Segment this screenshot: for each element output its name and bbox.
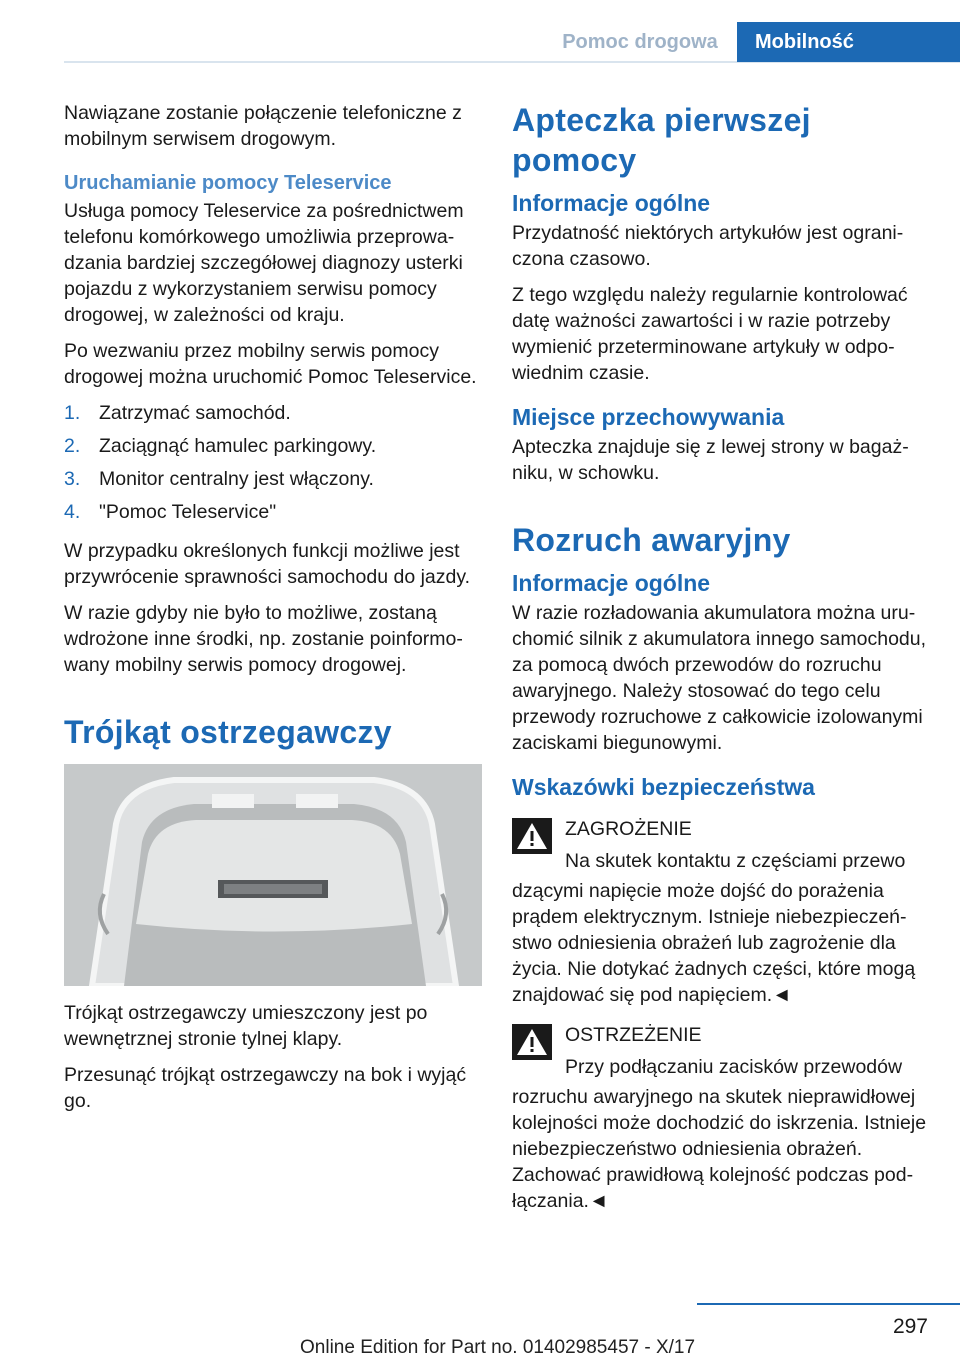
warning-triangle-icon (512, 818, 552, 854)
teleservice-paragraph-1: Usługa pomocy Teleservice za pośrednictwem telefonu komórkowego umożliwia przeprowadzania bardziej szczegółowej diagnozy usterki pojazdu z wykorzystaniem serwisu pomocy drogowej, w zależności od kraju. (64, 200, 464, 326)
jumpstart-paragraph: W razie rozładowania akumulatora można uruchomić silnik z akumulatora innego samochodu, za pomocą dwóch przewodów do rozruchu awaryjnego. Należy stosować do tego celu przewody rozruchowe z całkowicie izolowanymi zaciskami biegunowymi. (512, 602, 927, 754)
firstaid-paragraph-2: Z tego względu należy regularnie kontrolować datę ważności zawartości i w razie potrzeby wymienić przeterminowane artykuły w odpowiednim czasie. (512, 284, 908, 384)
danger-warning (512, 816, 932, 874)
step-item (64, 400, 482, 433)
warning-triangle-icon (512, 1024, 552, 1060)
danger-title: ZAGROŻENIE (565, 818, 692, 840)
storage-heading: Miejsce przechowywania (512, 404, 785, 430)
footer-rule (697, 1303, 960, 1305)
left-column (64, 100, 482, 1124)
step-item (64, 433, 482, 466)
triangle-paragraph-1: Trójkąt ostrzegawczy umieszczony jest po wewnętrznej stronie tylnej klapy. (64, 1002, 428, 1050)
teleservice-heading: Uruchamianie pomocy Teleservice (64, 172, 392, 194)
caution-first-line: Przy podłączaniu zacisków przewodów (565, 1056, 903, 1078)
step-text: Monitor centralny jest włączony. (99, 468, 374, 490)
step-number: 1. (64, 402, 81, 424)
triangle-paragraph-2: Przesunąć trójkąt ostrzegawczy na bok i wyjąć go. (64, 1064, 467, 1112)
intro-paragraph: Nawiązane zostanie połączenie telefoniczne z mobilnym serwisem drogowym. (64, 102, 462, 150)
firstaid-heading: Apteczka pierwszej pomocy (512, 102, 811, 178)
tailgate-illustration (64, 764, 482, 986)
step-text: "Pomoc Teleservice" (99, 501, 277, 523)
after-steps-paragraph-1: W przypadku określonych funkcji możliwe jest przywrócenie sprawności samochodu do jazdy. (64, 540, 471, 588)
tailgate-drawing (64, 764, 482, 986)
danger-first-line: Na skutek kontaktu z częściami przewo (565, 850, 906, 872)
info-heading: Informacje ogólne (512, 190, 711, 216)
safety-heading: Wskazówki bezpieczeństwa (512, 774, 815, 800)
caution-warning (512, 1022, 932, 1080)
right-column (512, 100, 932, 1220)
danger-text: dzącymi napięcie może dojść do porażenia prądem elektrycznym. Istnieje niebezpieczeństwo odniesienia obrażeń lub zagrożenie dla życia. Nie dotykać żadnych części, które mogą znajdować się pod napięciem.◄ (512, 880, 916, 1006)
info-heading: Informacje ogólne (512, 570, 711, 596)
footer-edition: Online Edition for Part no. 01402985457 - X/17 (300, 1337, 696, 1358)
header-tab-mobilnosc[interactable]: Mobilność (737, 22, 960, 62)
firstaid-paragraph-1: Przydatność niektórych artykułów jest ograniczona czasowo. (512, 222, 904, 270)
step-text: Zatrzymać samochód. (99, 402, 291, 424)
triangle-heading: Trójkąt ostrzegawczy (64, 714, 392, 750)
page-number: 297 (892, 1315, 928, 1338)
caution-title: OSTRZEŻENIE (565, 1024, 702, 1046)
teleservice-paragraph-2: Po wezwaniu przez mobilny serwis pomocy drogowej można uruchomić Pomoc Teleservice. (64, 340, 477, 388)
jumpstart-heading: Rozruch awaryjny (512, 522, 791, 558)
step-item (64, 499, 482, 532)
after-steps-paragraph-2: W razie gdyby nie było to możliwe, zostaną wdrożone inne środki, np. zostanie poinformowany mobilny serwis pomocy drogowej. (64, 602, 463, 676)
step-number: 2. (64, 435, 81, 457)
step-text: Zaciągnąć hamulec parkingowy. (99, 435, 377, 457)
caution-text: rozruchu awaryjnego na skutek nieprawidłowej kolejności może dochodzić do iskrzenia. Istnieje niebezpieczeństwo odniesienia obrażeń. Zachować prawidłową kolejność podczas podłączania.◄ (512, 1086, 927, 1212)
steps-list (64, 400, 482, 532)
header-tab-pomoc-drogowa[interactable]: Pomoc drogowa (562, 31, 718, 53)
storage-paragraph: Apteczka znajduje się z lewej strony w bagażniku, w schowku. (512, 436, 909, 484)
step-number: 3. (64, 468, 81, 490)
step-item (64, 466, 482, 499)
step-number: 4. (64, 501, 81, 523)
